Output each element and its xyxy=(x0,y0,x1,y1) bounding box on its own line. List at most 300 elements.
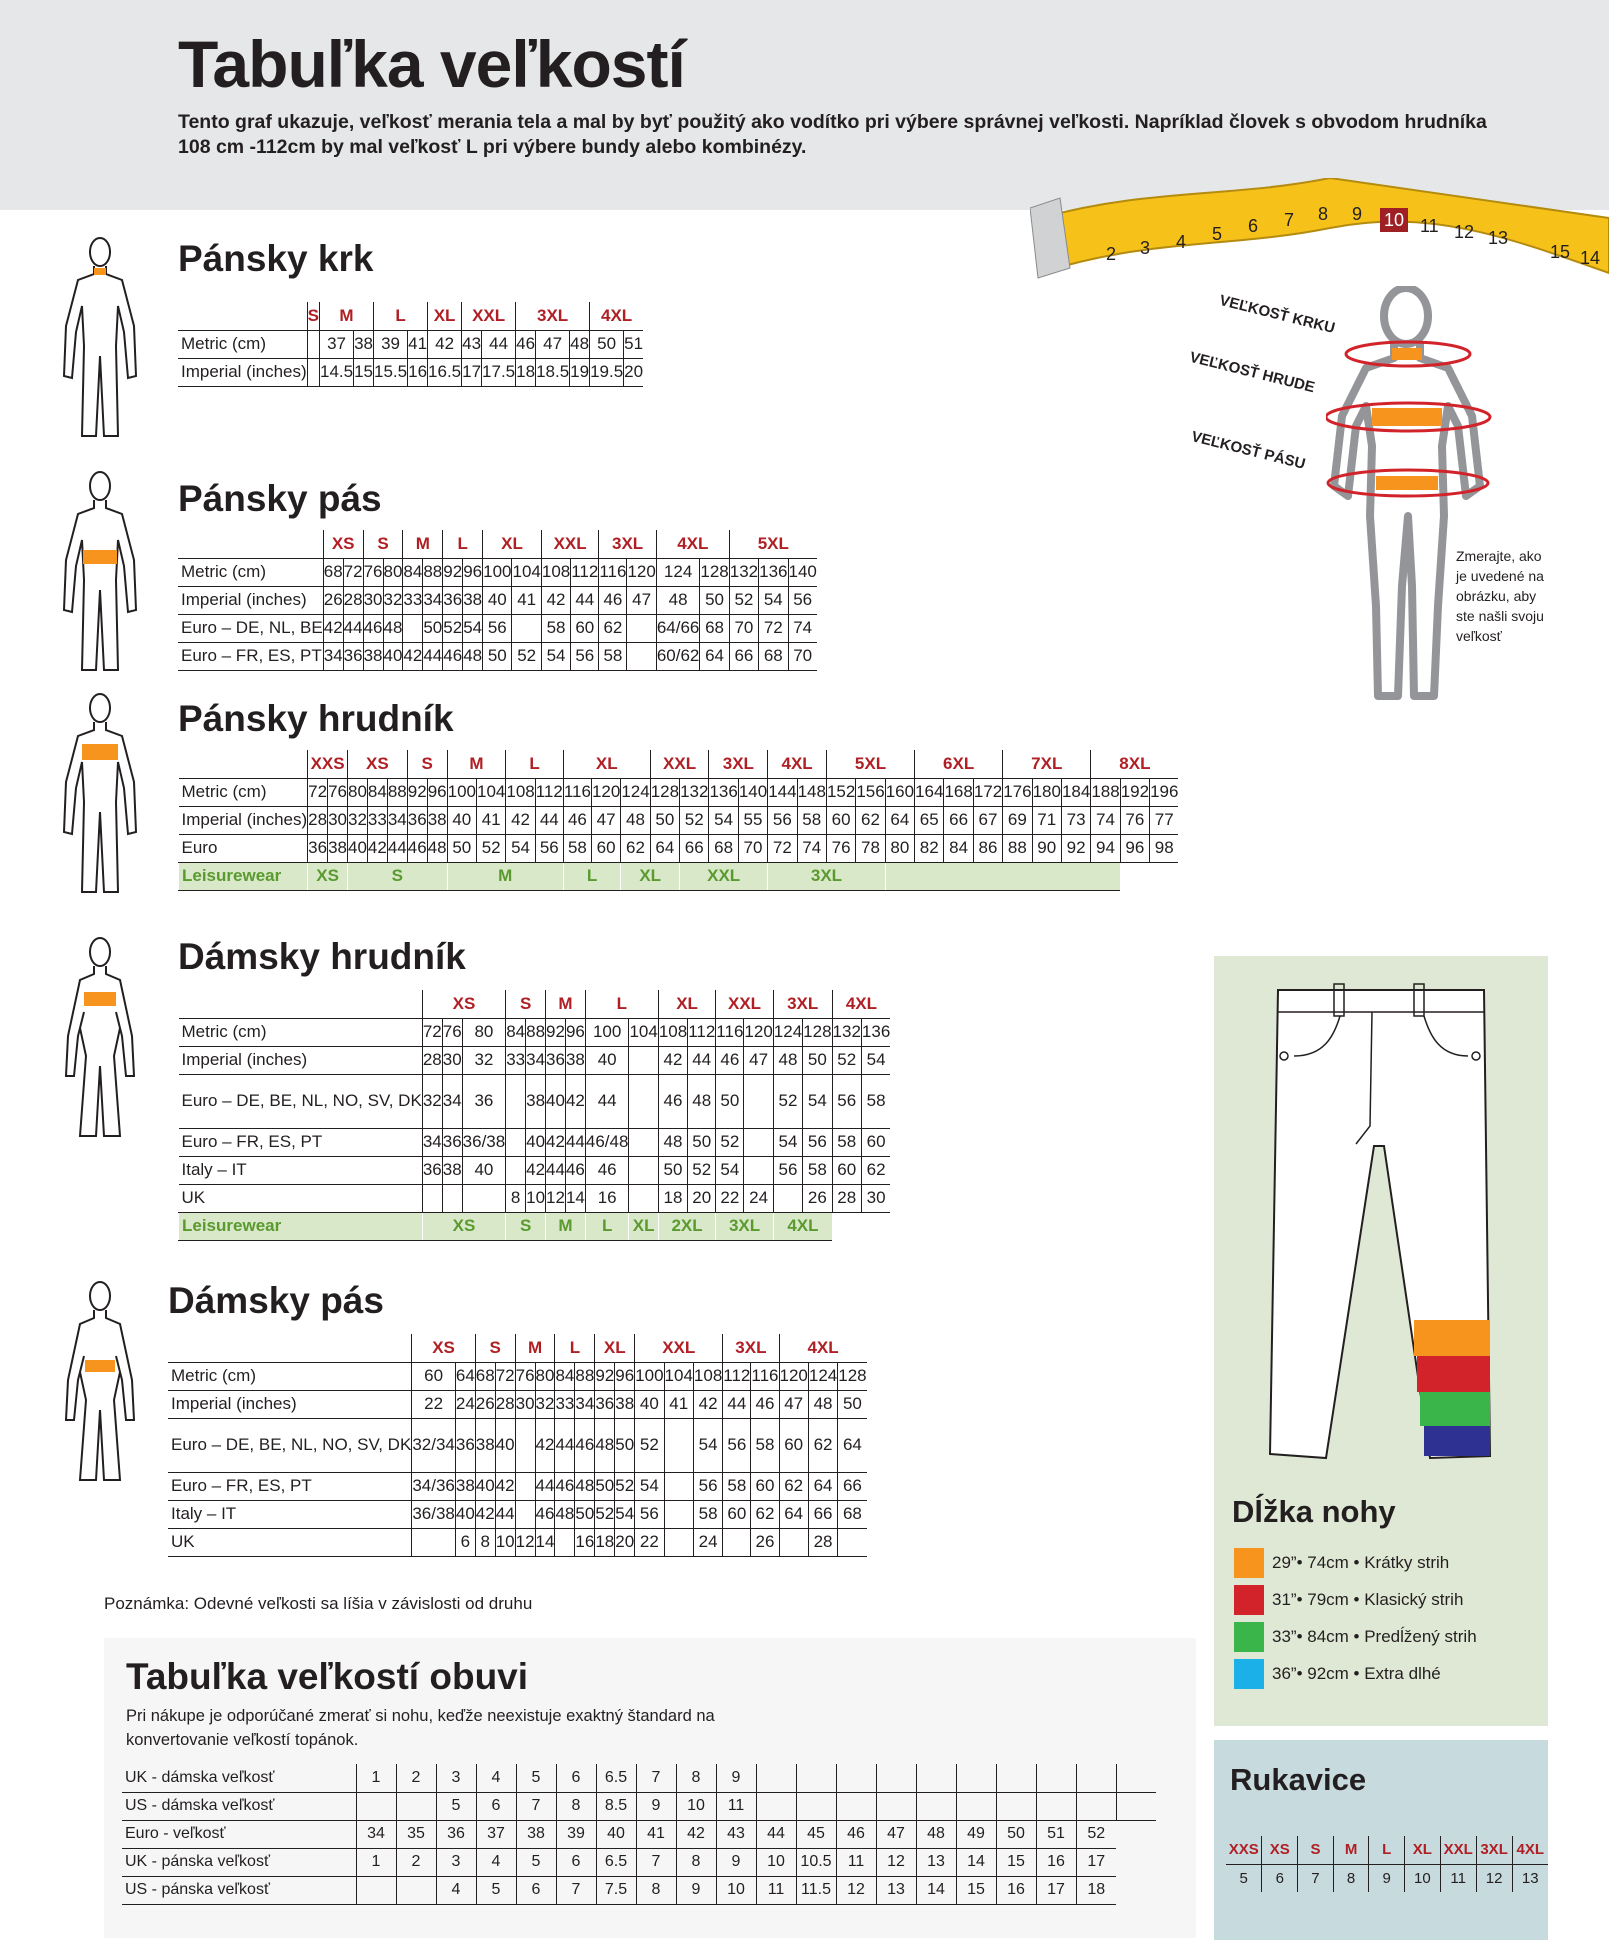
table-cell: 48 xyxy=(575,1472,595,1500)
table-cell: 13 xyxy=(876,1876,916,1904)
leg-length-item xyxy=(1234,1659,1441,1689)
table-cell: 64 xyxy=(838,1418,867,1472)
size-header-cell: XXL xyxy=(716,990,773,1018)
table-cell: 54 xyxy=(759,586,788,614)
table-cell: 54 xyxy=(506,834,535,862)
mens-waist-table xyxy=(178,530,817,671)
table-row xyxy=(178,358,643,386)
table-cell: 96 xyxy=(565,1018,585,1046)
table-cell xyxy=(744,1156,773,1184)
table-cell xyxy=(916,1764,956,1792)
table-cell: 36 xyxy=(442,1128,462,1156)
table-cell: 72 xyxy=(759,614,788,642)
table-cell: 44 xyxy=(387,834,407,862)
table-cell: 108 xyxy=(693,1362,722,1390)
table-cell: 140 xyxy=(738,778,767,806)
table-cell: 47 xyxy=(536,330,570,358)
table-cell: 42 xyxy=(693,1390,722,1418)
table-cell: 120 xyxy=(779,1362,808,1390)
womens-waist-title: Dámsky pás xyxy=(168,1280,384,1321)
table-cell: 7 xyxy=(516,1792,556,1820)
table-cell: 16 xyxy=(575,1528,595,1556)
table-cell: 39 xyxy=(374,330,408,358)
table-cell: 56 xyxy=(768,806,797,834)
leisurewear-cell: 3XL xyxy=(768,862,886,890)
row-label: Leisurewear xyxy=(179,862,308,890)
glove-value-cell: 8 xyxy=(1333,1864,1369,1892)
row-label: Imperial (inches) xyxy=(179,806,308,834)
table-cell: 48 xyxy=(656,586,700,614)
table-cell: 38 xyxy=(427,806,447,834)
table-cell: 60 xyxy=(723,1500,751,1528)
table-cell: 2 xyxy=(396,1764,436,1792)
table-cell: 33 xyxy=(367,806,387,834)
table-cell: 16 xyxy=(585,1184,629,1212)
table-cell xyxy=(836,1792,876,1820)
table-cell: 64 xyxy=(455,1362,475,1390)
table-cell xyxy=(506,1128,526,1156)
table-cell: 72 xyxy=(768,834,797,862)
table-cell xyxy=(956,1764,996,1792)
table-cell: 47 xyxy=(627,586,656,614)
table-cell: 48 xyxy=(570,330,590,358)
table-cell: 18 xyxy=(595,1528,615,1556)
table-row xyxy=(179,1074,891,1128)
table-cell xyxy=(627,614,656,642)
table-cell: 45 xyxy=(796,1820,836,1848)
table-cell: 60 xyxy=(832,1156,861,1184)
table-cell: 56 xyxy=(571,642,599,670)
table-cell: 40 xyxy=(495,1418,515,1472)
table-cell: 36/38 xyxy=(462,1128,506,1156)
table-cell: 34 xyxy=(422,1128,442,1156)
mens-waist-title: Pánsky pás xyxy=(178,478,382,519)
table-row xyxy=(178,558,817,586)
table-cell: 47 xyxy=(876,1820,916,1848)
glove-value-row xyxy=(1226,1864,1548,1892)
table-cell: 62 xyxy=(599,614,627,642)
mens-chest-title: Pánsky hrudník xyxy=(178,698,454,739)
glove-size-cell: XXL xyxy=(1440,1836,1476,1864)
mens-chest-table xyxy=(178,750,1178,891)
womens-chest-table xyxy=(178,990,890,1241)
table-cell xyxy=(773,1184,802,1212)
table-cell: 46 xyxy=(516,330,536,358)
table-cell: 38 xyxy=(354,330,374,358)
leisurewear-cell: XS xyxy=(422,1212,505,1240)
table-cell: 38 xyxy=(475,1418,495,1472)
leg-length-item xyxy=(1234,1622,1477,1652)
table-cell: 78 xyxy=(856,834,885,862)
table-cell: 2 xyxy=(396,1848,436,1876)
size-header-row xyxy=(179,750,1179,778)
table-cell: 48 xyxy=(595,1418,615,1472)
table-cell: 15 xyxy=(996,1848,1036,1876)
table-cell: 69 xyxy=(1003,806,1032,834)
table-cell xyxy=(756,1792,796,1820)
table-cell: 5 xyxy=(516,1764,556,1792)
table-cell: 54 xyxy=(861,1046,890,1074)
tape-number: 6 xyxy=(1248,216,1259,236)
table-cell: 108 xyxy=(541,558,570,586)
leg-length-item xyxy=(1234,1585,1463,1615)
table-cell xyxy=(723,1528,751,1556)
table-cell: 80 xyxy=(348,778,368,806)
table-cell: 66 xyxy=(838,1472,867,1500)
row-label: Metric (cm) xyxy=(178,558,323,586)
table-cell xyxy=(629,1184,658,1212)
table-cell: 11.5 xyxy=(796,1876,836,1904)
table-row xyxy=(168,1362,867,1390)
table-cell: 44 xyxy=(565,1128,585,1156)
table-cell: 40 xyxy=(546,1074,566,1128)
leg-length-title: Dĺžka nohy xyxy=(1232,1494,1396,1529)
size-header-cell: S xyxy=(363,530,403,558)
shoe-description: Pri nákupe je odporúčané zmerať si nohu, keďže neexistuje exaktný štandard na konvertovanie veľkostí topánok. xyxy=(126,1707,715,1749)
glove-size-cell: XL xyxy=(1405,1836,1441,1864)
table-cell: 104 xyxy=(476,778,505,806)
table-row xyxy=(178,642,817,670)
row-label: Imperial (inches) xyxy=(178,586,323,614)
glove-size-panel xyxy=(1214,1740,1548,1940)
table-cell xyxy=(627,642,656,670)
table-cell: 8 xyxy=(475,1528,495,1556)
table-cell: 76 xyxy=(515,1362,535,1390)
leisurewear-cell: L xyxy=(563,862,620,890)
color-swatch xyxy=(1234,1548,1264,1578)
table-cell: 28 xyxy=(343,586,363,614)
table-cell: 128 xyxy=(700,558,729,586)
size-header-cell: S xyxy=(506,990,546,1018)
table-cell: 66 xyxy=(808,1500,837,1528)
table-cell xyxy=(916,1792,956,1820)
table-cell: 36 xyxy=(546,1046,566,1074)
table-cell: 47 xyxy=(779,1390,808,1418)
leisurewear-cell: 2XL xyxy=(658,1212,715,1240)
table-cell: 10 xyxy=(716,1876,756,1904)
table-cell xyxy=(664,1500,693,1528)
table-cell: 50 xyxy=(590,330,624,358)
table-cell: 72 xyxy=(308,778,328,806)
table-cell: 17.5 xyxy=(482,358,516,386)
table-cell: 68 xyxy=(700,614,729,642)
table-row xyxy=(179,834,1179,862)
measure-instruction: Zmerajte, ako je uvedené na obrázku, aby ste našli svoju veľkosť xyxy=(1456,548,1544,644)
size-header-cell: S xyxy=(475,1334,515,1362)
table-cell: 48 xyxy=(658,1128,687,1156)
table-cell: 46 xyxy=(575,1418,595,1472)
table-cell: 48 xyxy=(555,1500,575,1528)
table-cell: 88 xyxy=(526,1018,546,1046)
table-cell: 24 xyxy=(693,1528,722,1556)
tape-number: 15 xyxy=(1550,242,1571,262)
table-cell: 56 xyxy=(723,1418,751,1472)
table-cell: 48 xyxy=(427,834,447,862)
table-cell: 92 xyxy=(443,558,463,586)
table-cell xyxy=(412,1528,456,1556)
table-cell: 44 xyxy=(535,1472,555,1500)
table-cell: 88 xyxy=(575,1362,595,1390)
table-cell: 48 xyxy=(688,1074,716,1128)
table-cell: 112 xyxy=(571,558,599,586)
size-header-cell: 3XL xyxy=(709,750,768,778)
table-cell: 16 xyxy=(408,358,428,386)
table-cell: 52 xyxy=(1076,1820,1116,1848)
table-cell: 38 xyxy=(526,1074,546,1128)
male-figure-waist-icon xyxy=(60,470,140,676)
tape-number: 10 xyxy=(1384,210,1405,230)
table-cell: 38 xyxy=(565,1046,585,1074)
table-cell: 30 xyxy=(363,586,383,614)
womens-waist-table xyxy=(168,1334,867,1557)
table-cell: 96 xyxy=(615,1362,635,1390)
table-cell: 46 xyxy=(585,1156,629,1184)
table-cell: 124 xyxy=(656,558,700,586)
table-cell xyxy=(956,1792,996,1820)
table-cell xyxy=(307,358,319,386)
row-label: Euro – FR, ES, PT xyxy=(179,1128,423,1156)
size-header-cell: XL xyxy=(563,750,650,778)
table-row xyxy=(168,1500,867,1528)
table-row xyxy=(179,778,1179,806)
table-cell: 56 xyxy=(635,1500,664,1528)
table-cell: 12 xyxy=(876,1848,916,1876)
table-cell: 50 xyxy=(615,1418,635,1472)
table-cell: 50 xyxy=(447,834,476,862)
table-row xyxy=(122,1876,1156,1904)
table-cell: 128 xyxy=(650,778,679,806)
table-cell: 50 xyxy=(595,1472,615,1500)
leisurewear-row xyxy=(179,1212,891,1240)
table-cell: 50 xyxy=(838,1390,867,1418)
glove-size-cell: XS xyxy=(1262,1836,1298,1864)
tape-number: 5 xyxy=(1212,224,1223,244)
table-cell: 70 xyxy=(738,834,767,862)
table-cell: 14.5 xyxy=(320,358,354,386)
tape-number: 3 xyxy=(1140,238,1151,258)
table-cell: 6.5 xyxy=(596,1764,636,1792)
table-cell: 42 xyxy=(541,586,570,614)
leg-length-label: 29”• 74cm • Krátky strih xyxy=(1272,1553,1450,1572)
tape-number: 11 xyxy=(1420,216,1439,236)
table-cell: 46 xyxy=(751,1390,779,1418)
table-cell: 12 xyxy=(515,1528,535,1556)
table-cell: 46 xyxy=(658,1074,687,1128)
table-cell: 5 xyxy=(476,1876,516,1904)
table-cell: 52 xyxy=(443,614,463,642)
table-cell: 10 xyxy=(495,1528,515,1556)
table-cell: 84 xyxy=(367,778,387,806)
table-cell: 44 xyxy=(723,1390,751,1418)
table-cell: 104 xyxy=(629,1018,658,1046)
table-cell: 136 xyxy=(709,778,738,806)
table-cell: 46 xyxy=(836,1820,876,1848)
table-cell: 108 xyxy=(658,1018,687,1046)
table-cell: 40 xyxy=(475,1472,495,1500)
size-header-row xyxy=(168,1334,867,1362)
table-cell: 52 xyxy=(773,1074,802,1128)
table-cell: 28 xyxy=(832,1184,861,1212)
table-cell: 60 xyxy=(571,614,599,642)
table-cell: 42 xyxy=(676,1820,716,1848)
table-cell: 46 xyxy=(599,586,627,614)
table-cell: 56 xyxy=(832,1074,861,1128)
leisurewear-cell: M xyxy=(546,1212,586,1240)
table-cell: 72 xyxy=(495,1362,515,1390)
table-cell: 70 xyxy=(788,642,817,670)
table-cell xyxy=(1076,1792,1116,1820)
table-cell: 112 xyxy=(688,1018,716,1046)
header-label-cell xyxy=(168,1334,412,1362)
table-cell: 28 xyxy=(495,1390,515,1418)
table-cell: 4 xyxy=(476,1848,516,1876)
table-cell: 46 xyxy=(363,614,383,642)
table-cell: 52 xyxy=(595,1500,615,1528)
table-cell: 72 xyxy=(343,558,363,586)
table-cell: 10 xyxy=(676,1792,716,1820)
table-cell: 40 xyxy=(383,642,403,670)
table-row xyxy=(168,1390,867,1418)
row-label: Euro – DE, BE, NL, NO, SV, DK xyxy=(179,1074,423,1128)
table-cell: 120 xyxy=(591,778,620,806)
table-cell: 76 xyxy=(328,778,348,806)
table-cell: 32 xyxy=(348,806,368,834)
tape-number: 4 xyxy=(1176,232,1187,252)
table-cell: 20 xyxy=(615,1528,635,1556)
table-cell: 32 xyxy=(462,1046,506,1074)
table-cell: 58 xyxy=(563,834,591,862)
leg-length-panel xyxy=(1214,956,1548,1726)
table-cell: 136 xyxy=(759,558,788,586)
table-cell xyxy=(664,1418,693,1472)
size-header-cell: M xyxy=(447,750,506,778)
table-cell xyxy=(506,1074,526,1128)
table-cell: 116 xyxy=(751,1362,779,1390)
table-cell: 68 xyxy=(838,1500,867,1528)
table-cell: 74 xyxy=(788,614,817,642)
table-cell: 104 xyxy=(664,1362,693,1390)
table-cell: 13 xyxy=(916,1848,956,1876)
table-cell: 60 xyxy=(826,806,855,834)
table-cell xyxy=(796,1764,836,1792)
table-cell: 164 xyxy=(915,778,944,806)
table-cell xyxy=(506,1156,526,1184)
leg-length-item xyxy=(1234,1548,1449,1578)
table-cell: 40 xyxy=(635,1390,664,1418)
color-swatch xyxy=(1234,1659,1264,1689)
size-header-cell: XL xyxy=(595,1334,635,1362)
table-cell: 104 xyxy=(512,558,541,586)
table-cell: 36 xyxy=(462,1074,506,1128)
table-cell: 52 xyxy=(688,1156,716,1184)
table-cell: 35 xyxy=(396,1820,436,1848)
table-cell: 77 xyxy=(1150,806,1179,834)
table-cell: 52 xyxy=(729,586,758,614)
table-row xyxy=(179,1156,891,1184)
table-cell xyxy=(664,1528,693,1556)
table-cell xyxy=(512,614,541,642)
leisurewear-row xyxy=(179,862,1179,890)
table-cell: 72 xyxy=(422,1018,442,1046)
glove-size-cell: M xyxy=(1333,1836,1369,1864)
size-header-cell: 4XL xyxy=(779,1334,867,1362)
table-cell: 50 xyxy=(803,1046,832,1074)
table-cell: 74 xyxy=(1091,806,1120,834)
table-cell: 54 xyxy=(635,1472,664,1500)
size-header-cell: M xyxy=(515,1334,555,1362)
table-cell: 42 xyxy=(535,1418,555,1472)
size-header-cell: M xyxy=(403,530,443,558)
table-cell xyxy=(629,1074,658,1128)
table-cell: 64 xyxy=(650,834,679,862)
table-cell: 66 xyxy=(729,642,758,670)
table-cell: 64/66 xyxy=(656,614,700,642)
female-figure-chest-icon xyxy=(60,936,140,1142)
table-row xyxy=(122,1792,1156,1820)
table-cell: 60 xyxy=(751,1472,779,1500)
table-cell: 100 xyxy=(635,1362,664,1390)
female-figure-waist-icon xyxy=(60,1280,140,1486)
row-label: US - dámska veľkosť xyxy=(122,1792,356,1820)
table-cell: 71 xyxy=(1032,806,1061,834)
color-swatch xyxy=(1234,1585,1264,1615)
table-cell: 116 xyxy=(599,558,627,586)
header-label-cell xyxy=(178,530,323,558)
table-cell: 34 xyxy=(356,1820,396,1848)
table-cell xyxy=(756,1764,796,1792)
table-cell: 17 xyxy=(462,358,482,386)
glove-value-cell: 11 xyxy=(1440,1864,1476,1892)
table-cell: 40 xyxy=(455,1500,475,1528)
table-cell xyxy=(629,1128,658,1156)
size-header-cell: XS xyxy=(323,530,363,558)
table-cell: 67 xyxy=(973,806,1002,834)
table-cell: 42 xyxy=(565,1074,585,1128)
row-label: Metric (cm) xyxy=(168,1362,412,1390)
table-cell: 3 xyxy=(436,1848,476,1876)
table-cell: 38 xyxy=(442,1156,462,1184)
glove-value-cell: 9 xyxy=(1369,1864,1405,1892)
table-cell xyxy=(629,1046,658,1074)
table-cell: 50 xyxy=(575,1500,595,1528)
table-cell: 22 xyxy=(412,1390,456,1418)
table-cell: 42 xyxy=(323,614,343,642)
table-cell: 8 xyxy=(636,1876,676,1904)
size-header-cell: 8XL xyxy=(1091,750,1179,778)
table-row xyxy=(178,586,817,614)
table-cell: 148 xyxy=(797,778,826,806)
table-cell: 54 xyxy=(716,1156,744,1184)
leisurewear-cell: 4XL xyxy=(773,1212,832,1240)
table-cell: 48 xyxy=(621,806,650,834)
table-cell: 44 xyxy=(571,586,599,614)
size-header-row xyxy=(179,990,891,1018)
table-cell: 188 xyxy=(1091,778,1120,806)
table-cell xyxy=(1036,1792,1076,1820)
table-cell: 22 xyxy=(635,1528,664,1556)
table-cell: 9 xyxy=(676,1876,716,1904)
table-cell xyxy=(403,614,423,642)
glove-value-cell: 10 xyxy=(1405,1864,1441,1892)
size-header-cell: 4XL xyxy=(832,990,890,1018)
table-row xyxy=(168,1528,867,1556)
row-label: Euro - veľkosť xyxy=(122,1820,356,1848)
glove-size-table xyxy=(1226,1836,1548,1892)
table-cell: 56 xyxy=(483,614,512,642)
table-cell: 46 xyxy=(535,1500,555,1528)
table-cell: 124 xyxy=(621,778,650,806)
leisurewear-cell: XXL xyxy=(680,862,768,890)
